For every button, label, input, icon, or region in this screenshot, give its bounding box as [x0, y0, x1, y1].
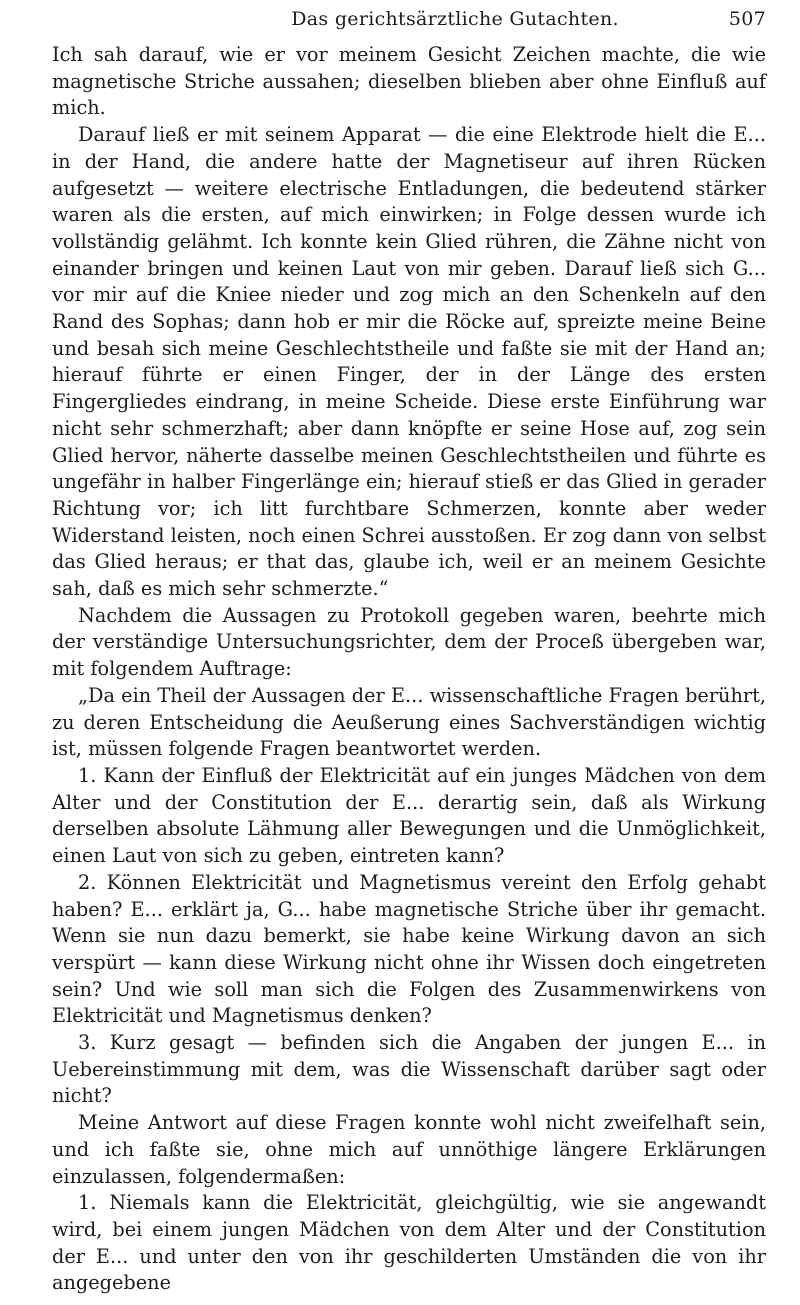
body-text	[52, 42, 766, 1297]
paragraph: Ich sah darauf, wie er vor meinem Gesicht Zeichen machte, die wie magnetische Striche aussahen; dieselben blieben aber ohne Einfluß auf mich.	[52, 43, 766, 120]
paragraph: Darauf ließ er mit seinem Apparat — die eine Elektrode hielt die E... in der Hand, die andere hatte der Magnetiseur auf ihren Rücken aufgesetzt — weitere electrische Entladungen, die bedeutend stärker waren als die ersten, auf mich einwirken; in Folge dessen wurde ich vollständig gelähmt. Ich konnte kein Glied rühren, die Zähne nicht von einander bringen und keinen Laut von mir geben. Darauf ließ sich G... vor mir auf die Kniee nieder und zog mich an den Schenkeln auf den Rand des Sophas; dann hob er mir die Röcke auf, spreizte meine Beine und besah sich meine Geschlechtstheile und faßte sie mit der Hand an; hierauf führte er einen Finger, der in der Länge des ersten Fingergliedes eindrang, in meine Scheide. Diese erste Einführung war nicht sehr schmerzhaft; aber dann knöpfte er seine Hose auf, zog sein Glied hervor, näherte dasselbe meinen Geschlechtstheilen und führte es ungefähr in halber Fingerlänge ein; hierauf stieß er das Glied in gerader Richtung vor; ich litt furchtbare Schmerzen, konnte aber weder Widerstand leisten, noch einen Schrei ausstoßen. Er zog dann von selbst das Glied heraus; er that das, glaube ich, weil er an meinem Gesichte sah, daß es mich sehr schmerzte.“	[52, 123, 766, 601]
paragraph: 1. Niemals kann die Elektricität, gleichgültig, wie sie angewandt wird, bei einem jungen Mädchen von dem Alter und der Constitution der E... und unter den von ihr geschilderten Umständen die von ihr angegebene	[52, 1191, 766, 1295]
paragraph: Meine Antwort auf diese Fragen konnte wohl nicht zweifelhaft sein, und ich faßte sie, ohne mich auf unnöthige längere Erklärungen einzulassen, folgendermaßen:	[52, 1111, 766, 1188]
page-number: 507	[728, 8, 766, 30]
paragraph: 2. Können Elektricität und Magnetismus vereint den Erfolg gehabt haben? E... erklärt ja, G... habe magnetische Striche über ihr gemacht. Wenn sie nun dazu bemerkt, sie habe keine Wirkung davon an sich verspürt — kann diese Wirkung nicht ohne ihr Wissen doch eingetreten sein? Und wie soll man sich die Folgen des Zusammenwirkens von Elektricität und Magnetismus denken?	[52, 870, 766, 1028]
running-head	[52, 8, 766, 42]
paragraph: 1. Kann der Einfluß der Elektricität auf ein junges Mädchen von dem Alter und der Constitution der E... derartig sein, daß als Wirkung derselben absolute Lähmung aller Bewegungen und die Unmöglichkeit, einen Laut von sich zu geben, eintreten kann?	[52, 763, 766, 868]
paragraph: Nachdem die Aussagen zu Protokoll gegeben waren, beehrte mich der verständige Untersuchungsrichter, dem der Proceß übergeben war, mit folgendem Auftrage:	[52, 603, 766, 681]
paragraph: „Da ein Theil der Aussagen der E... wissenschaftliche Fragen berührt, zu deren Entscheidung die Aeußerung eines Sachverständigen wichtig ist, müssen folgende Fragen beantwortet werden.	[52, 683, 766, 761]
paragraph: 3. Kurz gesagt — befinden sich die Angaben der jungen E... in Uebereinstimmung mit dem, was die Wissenschaft darüber sagt oder nicht?	[52, 1031, 766, 1108]
running-title: Das gerichtsärztliche Gutachten.	[291, 8, 619, 30]
